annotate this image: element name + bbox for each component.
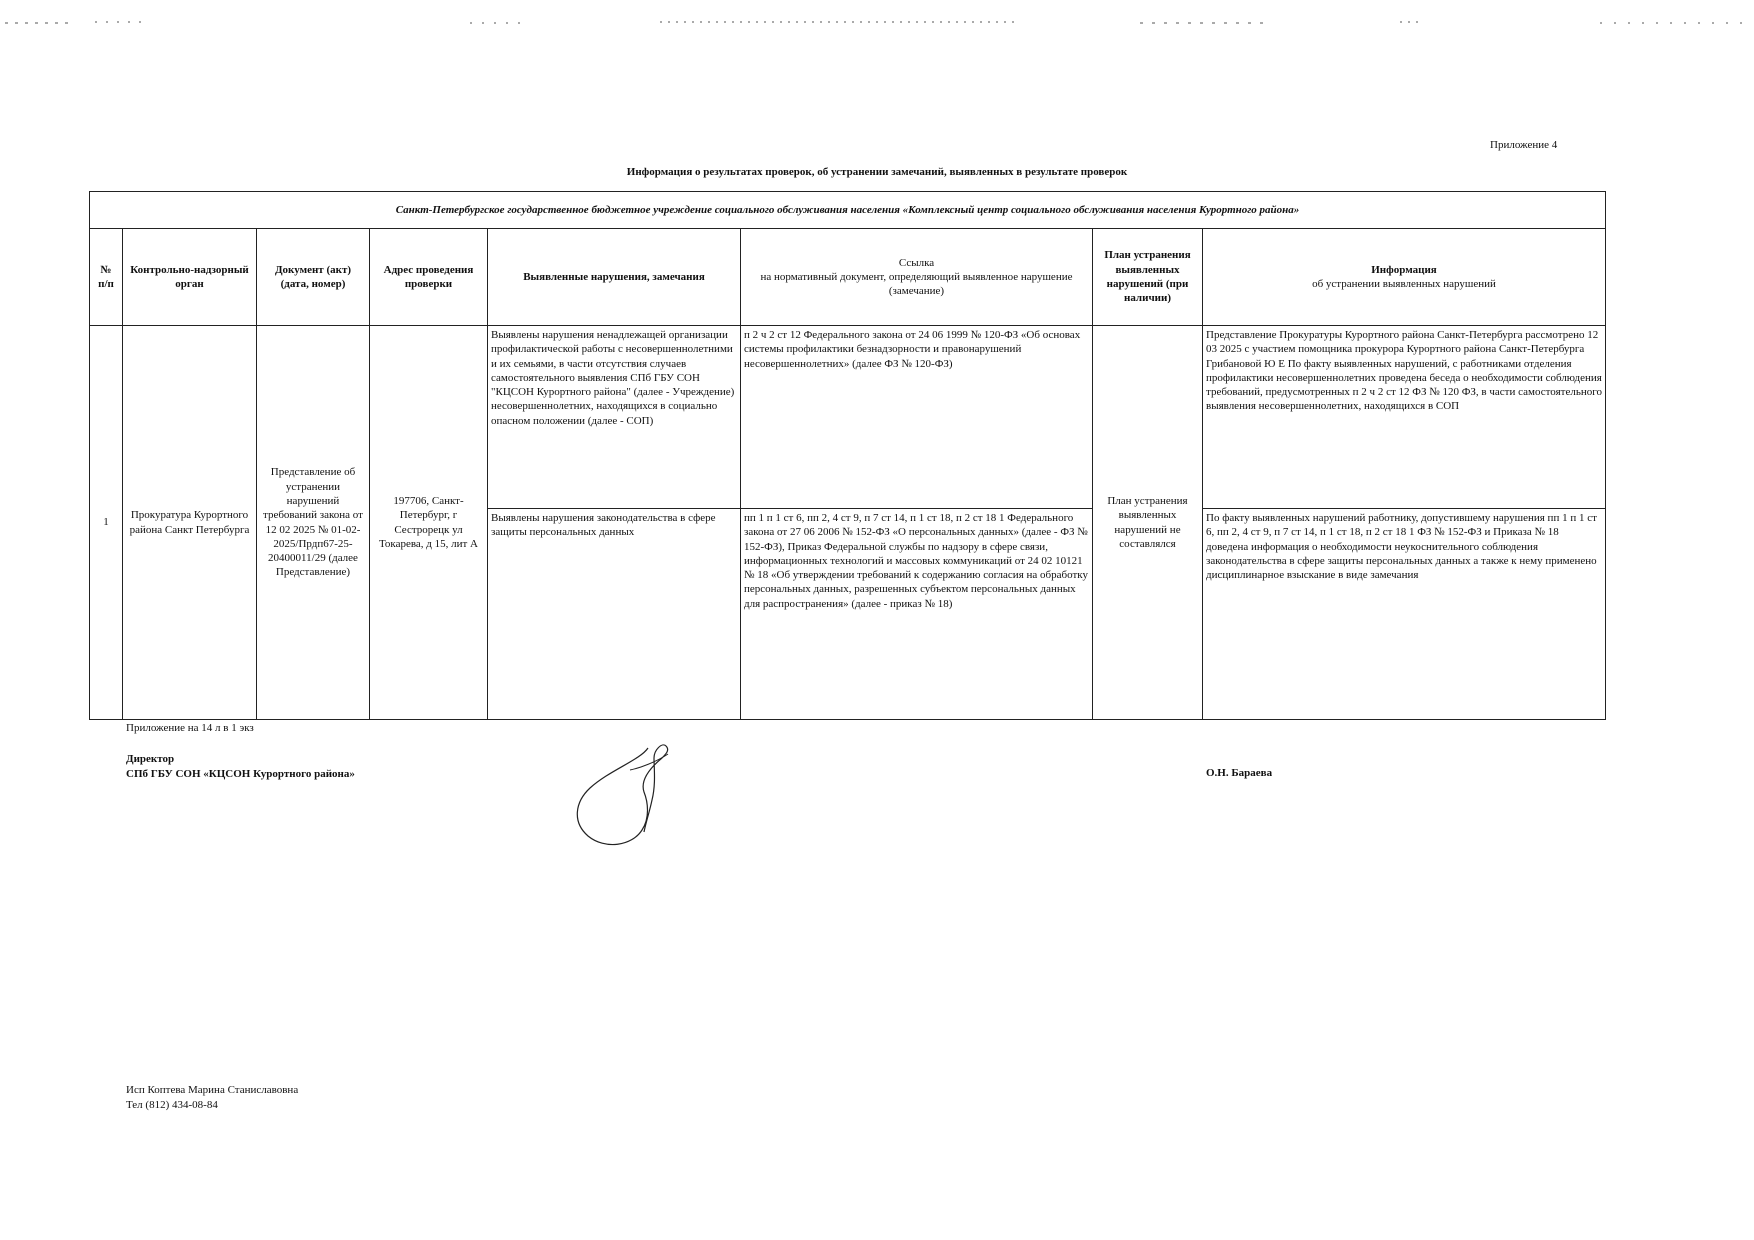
header-info	[1203, 229, 1606, 326]
header-document: Документ (акт) (дата, номер)	[257, 229, 370, 326]
header-number-line2: п/п	[98, 278, 114, 290]
header-number	[90, 229, 123, 326]
row-number: 1	[90, 326, 123, 720]
executor-phone: Тел (812) 434-08-84	[126, 1099, 218, 1112]
header-number-line1: №	[100, 263, 112, 276]
header-violations: Выявленные нарушения, замечания	[488, 229, 741, 326]
header-plan: План устранения выявленных нарушений (при наличии)	[1093, 229, 1203, 326]
row-authority: Прокуратура Курортного района Санкт Петербурга	[123, 326, 257, 720]
header-authority: Контрольно-надзорный орган	[123, 229, 257, 326]
handwritten-signature	[570, 740, 700, 860]
header-info-line1: Информация	[1371, 263, 1437, 276]
info-1: Представление Прокуратуры Курортного района Санкт-Петербурга рассмотрено 12 03 2025 с участием помощника прокурора Курортного района Санкт-Петербурга Грибановой Ю Е По факту выявленных нарушений, с работниками отделения профилактики несовершеннолетних проведена беседа о необходимости соблюдения требований, предусмотренных п 2 ч 2 ст 12 ФЗ № 120 ФЗ, в части самостоятельного выявления несовершеннолетних, находящихся в СОП	[1203, 326, 1606, 509]
reference-1: п 2 ч 2 ст 12 Федерального закона от 24 06 1999 № 120-ФЗ «Об основах системы профилактики безнадзорности и правонарушений несовершеннолетних» (далее ФЗ № 120-ФЗ)	[741, 326, 1093, 509]
inspection-results-table	[89, 191, 1606, 720]
signatory-title-line2: СПб ГБУ СОН «КЦСОН Курортного района»	[126, 767, 355, 780]
organization-row	[90, 192, 1606, 229]
signatory-title	[126, 752, 355, 782]
scan-noise-strip	[0, 18, 1754, 28]
header-reference-line2: на нормативный документ, определяющий выявленное нарушение (замечание)	[760, 270, 1073, 298]
row-plan: План устранения выявленных нарушений не составлялся	[1093, 326, 1203, 720]
signatory-name: О.Н. Бараева	[1206, 767, 1273, 779]
header-address: Адрес проведения проверки	[370, 229, 488, 326]
organization-name: Санкт-Петербургское государственное бюджетное учреждение социального обслуживания населения «Комплексный центр социального обслуживания населения Курортного района»	[90, 192, 1606, 229]
header-info-line2: об устранении выявленных нарушений	[1312, 278, 1496, 290]
header-row	[90, 229, 1606, 326]
reference-2: пп 1 п 1 ст 6, пп 2, 4 ст 9, п 7 ст 14, п 1 ст 18, п 2 ст 18 1 Федерального закона от 27 06 2006 № 152-ФЗ «О персональных данных» (далее - ФЗ № 152-ФЗ), Приказ Федеральной службы по надзору в сфере связи, информационных технологий и массовых коммуникаций от 24 02 10121 № 18 «Об утверждении требований к содержанию согласия на обработку персональных данных, разрешенных субъектом персональных данных для распространения» (далее - приказ № 18)	[741, 509, 1093, 720]
header-reference-line1: Ссылка	[898, 256, 935, 269]
row-document: Представление об устранении нарушений требований закона от 12 02 2025 № 01-02-2025/Прдп67-25-20400011/29 (далее Представление)	[257, 326, 370, 720]
row-address: 197706, Санкт-Петербург, г Сестрорецк ул Токарева, д 15, лит А	[370, 326, 488, 720]
header-reference	[741, 229, 1093, 326]
executor-info	[126, 1083, 298, 1114]
document-title: Информация о результатах проверок, об устранении замечаний, выявленных в результате проверок	[626, 166, 1128, 178]
annex-label: Приложение 4	[1490, 139, 1558, 151]
info-2: По факту выявленных нарушений работнику, допустившему нарушения пп 1 п 1 ст 6, пп 2, 4 ст 9, п 7 ст 14, п 1 ст 18, п 2 ст 18 1 ФЗ № 152-ФЗ и Приказа № 18 доведена информация о необходимости неукоснительного соблюдения законодательства в сфере защиты персональных данных а также к нему применено дисциплинарное взыскание в виде замечания	[1203, 509, 1606, 720]
violation-2: Выявлены нарушения законодательства в сфере защиты персональных данных	[488, 509, 741, 720]
violation-1: Выявлены нарушения ненадлежащей организации профилактической работы с несовершеннолетними и их семьями, в части отсутствия случаев самостоятельного выявления СПб ГБУ СОН "КЦСОН Курортного района" (далее - Учреждение) несовершеннолетних, находящихся в социально опасном положении (далее - СОП)	[488, 326, 741, 509]
table-row	[90, 326, 1606, 509]
signatory-title-line1: Директор	[126, 753, 175, 765]
executor-name: Исп Коптева Марина Станиславовна	[126, 1084, 299, 1096]
attachment-note: Приложение на 14 л в 1 экз	[126, 722, 254, 734]
